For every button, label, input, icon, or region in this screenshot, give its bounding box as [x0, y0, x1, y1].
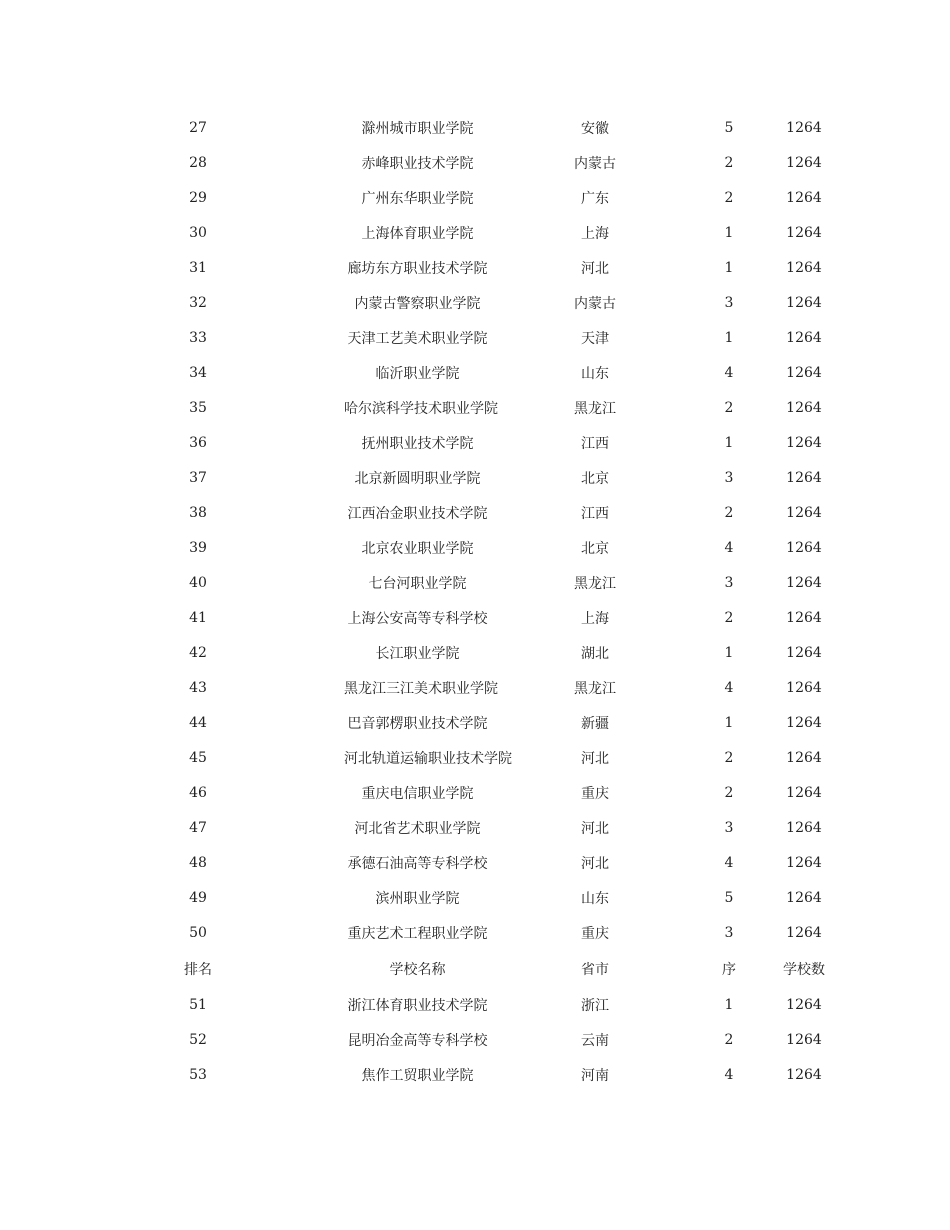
rank-cell: 33 — [189, 329, 207, 346]
seq-cell: 1 — [724, 714, 734, 731]
province-cell: 内蒙古 — [574, 155, 616, 172]
province-cell: 天津 — [581, 330, 609, 347]
province-cell: 黑龙江 — [574, 575, 616, 592]
table-row — [0, 460, 950, 495]
province-cell: 河北 — [581, 820, 609, 837]
seq-cell: 2 — [724, 749, 734, 766]
province-cell: 江西 — [581, 505, 609, 522]
school-count-cell: 1264 — [786, 364, 822, 381]
rank-cell: 51 — [189, 996, 207, 1013]
school-name-cell: 七台河职业学院 — [368, 575, 467, 592]
school-count-cell: 1264 — [786, 224, 822, 241]
province-cell: 河北 — [581, 750, 609, 767]
table-row — [0, 425, 950, 460]
province-cell: 河北 — [581, 260, 609, 277]
seq-cell: 4 — [724, 1066, 734, 1083]
school-name-cell: 廊坊东方职业技术学院 — [347, 260, 488, 277]
school-count-cell: 1264 — [786, 434, 822, 451]
seq-cell: 1 — [724, 434, 734, 451]
rank-cell: 38 — [189, 504, 207, 521]
province-cell: 重庆 — [581, 925, 609, 942]
rank-cell: 43 — [189, 679, 207, 696]
school-name-cell: 临沂职业学院 — [375, 365, 460, 382]
seq-cell: 2 — [724, 1031, 734, 1048]
school-count-cell: 1264 — [786, 154, 822, 171]
province-cell: 广东 — [581, 190, 609, 207]
school-name-cell: 上海体育职业学院 — [361, 225, 474, 242]
school-count-cell: 1264 — [786, 714, 822, 731]
province-cell: 湖北 — [581, 645, 609, 662]
province-cell: 浙江 — [581, 997, 609, 1014]
school-count-cell: 1264 — [786, 819, 822, 836]
table-row — [0, 565, 950, 600]
seq-cell: 4 — [724, 679, 734, 696]
seq-cell: 4 — [724, 364, 734, 381]
table-row — [0, 1022, 950, 1057]
table-row — [0, 670, 950, 705]
school-count-cell: 1264 — [786, 539, 822, 556]
seq-cell: 2 — [724, 154, 734, 171]
school-name-cell: 焦作工贸职业学院 — [361, 1067, 474, 1084]
rank-cell: 32 — [189, 294, 207, 311]
school-name-cell: 黑龙江三江美术职业学院 — [344, 680, 498, 697]
table-row — [0, 145, 950, 180]
school-count-cell: 1264 — [786, 1031, 822, 1048]
school-count-cell: 1264 — [786, 854, 822, 871]
ranking-table — [0, 110, 950, 1092]
province-cell: 重庆 — [581, 785, 609, 802]
school-count-cell: 1264 — [786, 399, 822, 416]
rank-cell: 50 — [189, 924, 207, 941]
province-cell: 河北 — [581, 855, 609, 872]
seq-cell: 2 — [724, 504, 734, 521]
seq-cell: 5 — [724, 889, 734, 906]
rank-cell: 31 — [189, 259, 207, 276]
rank-cell: 40 — [189, 574, 207, 591]
school-count-cell: 1264 — [786, 609, 822, 626]
school-name-cell: 昆明冶金高等专科学校 — [347, 1032, 488, 1049]
school-count-cell: 1264 — [786, 889, 822, 906]
seq-cell: 1 — [724, 329, 734, 346]
seq-cell: 5 — [724, 119, 734, 136]
rank-cell: 35 — [189, 399, 207, 416]
province-cell: 北京 — [581, 470, 609, 487]
school-count-cell: 1264 — [786, 924, 822, 941]
table-row — [0, 250, 950, 285]
header-seq: 序 — [722, 961, 736, 978]
seq-cell: 2 — [724, 784, 734, 801]
province-cell: 山东 — [581, 890, 609, 907]
seq-cell: 3 — [724, 574, 734, 591]
province-cell: 新疆 — [581, 715, 609, 732]
school-count-cell: 1264 — [786, 189, 822, 206]
school-count-cell: 1264 — [786, 644, 822, 661]
rank-cell: 47 — [189, 819, 207, 836]
school-count-cell: 1264 — [786, 504, 822, 521]
school-name-cell: 抚州职业技术学院 — [361, 435, 474, 452]
province-cell: 北京 — [581, 540, 609, 557]
school-name-cell: 天津工艺美术职业学院 — [347, 330, 488, 347]
table-row — [0, 390, 950, 425]
school-name-cell: 赤峰职业技术学院 — [361, 155, 474, 172]
table-row — [0, 600, 950, 635]
school-count-cell: 1264 — [786, 679, 822, 696]
school-name-cell: 内蒙古警察职业学院 — [354, 295, 481, 312]
seq-cell: 1 — [724, 259, 734, 276]
school-count-cell: 1264 — [786, 259, 822, 276]
table-row — [0, 495, 950, 530]
seq-cell: 1 — [724, 996, 734, 1013]
table-row — [0, 215, 950, 250]
rank-cell: 28 — [189, 154, 207, 171]
seq-cell: 1 — [724, 644, 734, 661]
table-body-top — [0, 110, 950, 950]
seq-cell: 4 — [724, 854, 734, 871]
school-count-cell: 1264 — [786, 294, 822, 311]
rank-cell: 42 — [189, 644, 207, 661]
rank-cell: 45 — [189, 749, 207, 766]
seq-cell: 3 — [724, 469, 734, 486]
school-name-cell: 巴音郭楞职业技术学院 — [347, 715, 488, 732]
rank-cell: 48 — [189, 854, 207, 871]
school-name-cell: 广州东华职业学院 — [361, 190, 474, 207]
school-name-cell: 北京农业职业学院 — [361, 540, 474, 557]
table-row — [0, 180, 950, 215]
table-row — [0, 915, 950, 950]
seq-cell: 3 — [724, 924, 734, 941]
rank-cell: 27 — [189, 119, 207, 136]
seq-cell: 3 — [724, 819, 734, 836]
table-body-bottom — [0, 987, 950, 1092]
province-cell: 黑龙江 — [574, 400, 616, 417]
school-name-cell: 上海公安高等专科学校 — [347, 610, 488, 627]
seq-cell: 2 — [724, 189, 734, 206]
table-row — [0, 705, 950, 740]
rank-cell: 41 — [189, 609, 207, 626]
rank-cell: 53 — [189, 1066, 207, 1083]
rank-cell: 34 — [189, 364, 207, 381]
table-row — [0, 285, 950, 320]
school-name-cell: 浙江体育职业技术学院 — [347, 997, 488, 1014]
province-cell: 上海 — [581, 610, 609, 627]
rank-cell: 36 — [189, 434, 207, 451]
school-count-cell: 1264 — [786, 469, 822, 486]
school-name-cell: 重庆电信职业学院 — [361, 785, 474, 802]
seq-cell: 3 — [724, 294, 734, 311]
rank-cell: 39 — [189, 539, 207, 556]
school-name-cell: 滁州城市职业学院 — [361, 120, 474, 137]
rank-cell: 52 — [189, 1031, 207, 1048]
seq-cell: 2 — [724, 609, 734, 626]
header-school-name: 学校名称 — [389, 961, 446, 978]
table-row — [0, 740, 950, 775]
school-count-cell: 1264 — [786, 119, 822, 136]
table-header-row — [0, 950, 950, 987]
school-count-cell: 1264 — [786, 749, 822, 766]
school-count-cell: 1264 — [786, 996, 822, 1013]
header-school-count: 学校数 — [783, 961, 825, 978]
province-cell: 河南 — [581, 1067, 609, 1084]
school-count-cell: 1264 — [786, 329, 822, 346]
rank-cell: 49 — [189, 889, 207, 906]
school-name-cell: 河北省艺术职业学院 — [354, 820, 481, 837]
table-row — [0, 110, 950, 145]
province-cell: 江西 — [581, 435, 609, 452]
school-name-cell: 河北轨道运输职业技术学院 — [344, 750, 512, 767]
school-name-cell: 承德石油高等专科学校 — [347, 855, 488, 872]
rank-cell: 44 — [189, 714, 207, 731]
school-name-cell: 滨州职业学院 — [375, 890, 460, 907]
province-cell: 上海 — [581, 225, 609, 242]
rank-cell: 37 — [189, 469, 207, 486]
table-row — [0, 880, 950, 915]
seq-cell: 4 — [724, 539, 734, 556]
rank-cell: 29 — [189, 189, 207, 206]
header-rank: 排名 — [184, 961, 212, 978]
province-cell: 内蒙古 — [574, 295, 616, 312]
table-row — [0, 987, 950, 1022]
table-row — [0, 530, 950, 565]
province-cell: 山东 — [581, 365, 609, 382]
school-name-cell: 哈尔滨科学技术职业学院 — [344, 400, 498, 417]
table-row — [0, 775, 950, 810]
rank-cell: 46 — [189, 784, 207, 801]
province-cell: 安徽 — [581, 120, 609, 137]
table-row — [0, 635, 950, 670]
school-name-cell: 长江职业学院 — [375, 645, 460, 662]
school-name-cell: 重庆艺术工程职业学院 — [347, 925, 488, 942]
table-row — [0, 1057, 950, 1092]
school-count-cell: 1264 — [786, 574, 822, 591]
school-name-cell: 北京新圆明职业学院 — [354, 470, 481, 487]
school-count-cell: 1264 — [786, 784, 822, 801]
province-cell: 云南 — [581, 1032, 609, 1049]
table-row — [0, 810, 950, 845]
header-province: 省市 — [581, 961, 609, 978]
table-row — [0, 845, 950, 880]
table-row — [0, 355, 950, 390]
school-name-cell: 江西冶金职业技术学院 — [347, 505, 488, 522]
table-row — [0, 320, 950, 355]
province-cell: 黑龙江 — [574, 680, 616, 697]
school-count-cell: 1264 — [786, 1066, 822, 1083]
seq-cell: 2 — [724, 399, 734, 416]
rank-cell: 30 — [189, 224, 207, 241]
seq-cell: 1 — [724, 224, 734, 241]
